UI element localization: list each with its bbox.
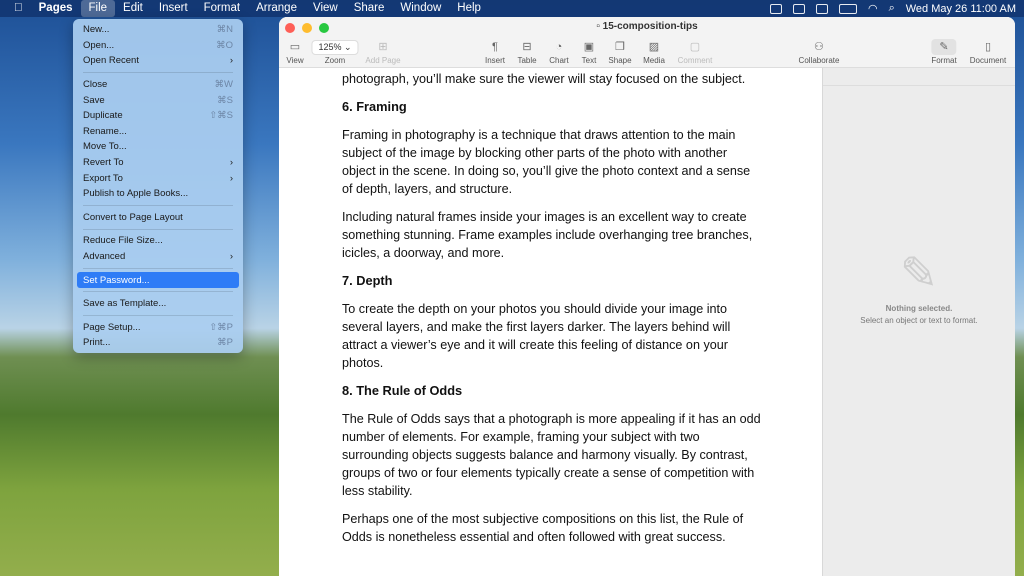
paintbrush-icon: ✎ [931,39,956,55]
paragraph[interactable]: To create the depth on your photos you should divide your image into several layers, and make the first layers darker. The layers behind will attract a viewer’s eye and it will create this feeling of distance on your photos. [342,302,731,370]
menu-item-label: Revert To [83,157,124,169]
chevron-right-icon: › [229,172,233,184]
document-button[interactable]: ▯ Document [969,41,1007,65]
menu-arrange[interactable]: Arrange [247,2,289,14]
shortcut-label: ⌘P [217,337,233,349]
menu-bar [0,0,1024,17]
table-icon: ⊟ [522,41,532,53]
shape-icon: ❐ [615,41,625,53]
file-menu [73,19,243,353]
menu-item-revert-to[interactable] [77,155,239,171]
wifi-icon[interactable]: ◠ [867,3,878,15]
window-title-text: 15-composition-tips [602,21,698,32]
status-icon[interactable] [770,4,782,14]
status-area [770,0,1016,17]
menu-item-label: Convert to Page Layout [83,211,183,223]
view-button[interactable]: ▭ View [286,41,304,65]
chart-icon: ◔ [555,41,563,53]
hint-label: Select an object or text to format. [860,316,978,325]
apple-menu[interactable] [0,0,31,17]
menu-separator [83,72,233,73]
comment-icon: ▢ [689,41,701,53]
text-button[interactable]: ▣ Text [581,41,597,65]
menu-separator [83,229,233,230]
document-icon: ▯ [984,41,992,53]
collaborate-icon: ⚇ [814,41,824,53]
menu-item-label: Print... [83,337,111,349]
collaborate-button[interactable]: ⚇ Collaborate [798,41,840,65]
menu-window[interactable]: Window [391,2,433,14]
format-sidebar [822,68,1015,576]
document-page[interactable] [279,68,822,576]
menu-item-save-as-template[interactable] [77,296,239,312]
paragraph[interactable]: photograph, you’ll make sure the viewer will stay focused on the subject. [342,72,746,86]
menu-item-reduce-file-size[interactable] [77,233,239,249]
menu-file[interactable]: File [81,0,116,17]
menu-item-convert-to-page-layout[interactable] [77,210,239,226]
status-icon[interactable] [793,4,805,14]
menu-format[interactable]: Format [195,2,232,14]
menu-item-label: Move To... [83,141,127,153]
battery-icon[interactable] [839,4,857,14]
section-heading[interactable]: 7. Depth [342,273,393,288]
shortcut-label: ⌘O [216,39,233,51]
menu-share[interactable]: Share [345,2,376,14]
document-icon: ▫ [596,21,600,32]
menu-item-open-recent[interactable] [77,53,239,69]
menu-item-label: Reduce File Size... [83,235,163,247]
paragraph[interactable]: The Rule of Odds says that a photograph is more appealing if it has an odd number of elements. For example, framing your subject with two surrounding objects suggests balance and harmony visually. By contrast, groups of two or four elements typically create a sense of competition with less stability. [342,412,761,498]
insert-button[interactable]: ¶ Insert [484,41,506,65]
nothing-selected-label: Nothing selected. [885,304,953,313]
minimize-button[interactable] [302,23,312,33]
menu-item-label: New... [83,24,110,36]
zoom-control[interactable]: 125% ⌄ Zoom [311,39,358,66]
menu-item-move-to[interactable] [77,139,239,155]
paragraph[interactable]: Perhaps one of the most subjective compositions on this list, the Rule of Odds is nonetheless essential and often followed with great success. [342,512,744,544]
clock[interactable]: Wed May 26 11:00 AM [905,2,1016,15]
menu-item-duplicate[interactable] [77,108,239,124]
menu-item-label: Export To [83,172,123,184]
section-heading[interactable]: 6. Framing [342,99,407,114]
textbox-icon: ▣ [583,41,595,53]
paragraph[interactable]: Including natural frames inside your images is an excellent way to create something stunning. Frame examples include overhanging tree branches, icicles, a doorway, and more. [342,210,753,260]
menu-item-rename[interactable] [77,124,239,140]
menu-separator [83,315,233,316]
menu-item-export-to[interactable] [77,170,239,186]
search-icon[interactable]: ⌕ [888,2,895,14]
menu-item-print[interactable] [77,335,239,351]
menu-item-label: Open Recent [83,55,139,67]
menu-item-publish-to-apple-books[interactable] [77,186,239,202]
format-button[interactable]: ✎ Format [931,41,957,65]
chevron-right-icon: › [229,55,233,67]
close-button[interactable] [285,23,295,33]
menu-help[interactable]: Help [448,2,473,14]
window-title [596,21,697,32]
chart-button[interactable]: ◔ Chart [549,41,569,65]
comment-button[interactable]: ▢ Comment [677,41,713,65]
menu-insert[interactable]: Insert [150,2,180,14]
menu-edit[interactable]: Edit [114,2,135,14]
add-page-button[interactable]: ⊞ Add Page [365,41,401,65]
menu-item-label: Open... [83,39,115,51]
chevron-right-icon: › [229,251,233,263]
paintbrush-icon: ✎ [899,247,939,299]
zoom-select: 125% ⌄ [311,40,358,55]
menu-separator [83,205,233,206]
menu-item-open[interactable] [77,38,239,54]
menu-item-label: Set Password... [83,274,150,286]
add-page-icon: ⊞ [378,41,388,53]
menu-item-save[interactable] [77,92,239,108]
menu-item-set-password[interactable] [77,272,239,288]
menu-item-label: Page Setup... [83,321,141,333]
menu-item-label: Duplicate [83,110,123,122]
sidebar-icon: ▭ [289,41,301,53]
menu-item-label: Advanced [83,251,126,263]
pilcrow-icon: ¶ [492,41,498,53]
shape-button[interactable]: ❐ Shape [608,41,632,65]
menu-separator [83,291,233,292]
zoom-button[interactable] [319,23,329,33]
shortcut-label: ⌘S [217,94,233,106]
section-heading[interactable]: 8. The Rule of Odds [342,383,463,398]
menu-pages[interactable]: Pages [30,2,64,14]
menu-item-page-setup[interactable] [77,320,239,336]
shortcut-label: ⌘W [214,79,233,91]
menu-view[interactable]: View [304,2,330,14]
paragraph[interactable]: Framing in photography is a technique that draws attention to the main subject of the image by blocking other parts of the photo with another object in the scene. In doing so, you’ll give the photo context and a sense of depth, layers, and structure. [342,128,751,196]
shortcut-label: ⌘N [216,24,233,36]
table-button[interactable]: ⊟ Table [517,41,537,65]
media-button[interactable]: ▨ Media [643,41,665,65]
media-icon: ▨ [648,41,660,53]
menu-item-label: Publish to Apple Books... [83,188,189,200]
menu-separator [83,268,233,269]
menu-item-advanced[interactable] [77,249,239,265]
toolbar [279,17,1015,68]
status-icon[interactable] [816,4,828,14]
menu-item-new[interactable] [77,22,239,38]
menu-item-close[interactable] [77,77,239,93]
menu-item-label: Save [83,94,105,106]
pages-window [279,17,1015,576]
shortcut-label: ⇧⌘P [209,321,233,333]
shortcut-label: ⇧⌘S [209,110,233,122]
chevron-right-icon: › [229,157,233,169]
menu-item-label: Save as Template... [83,298,167,310]
menu-item-label: Rename... [83,125,127,137]
menu-item-label: Close [83,79,108,91]
